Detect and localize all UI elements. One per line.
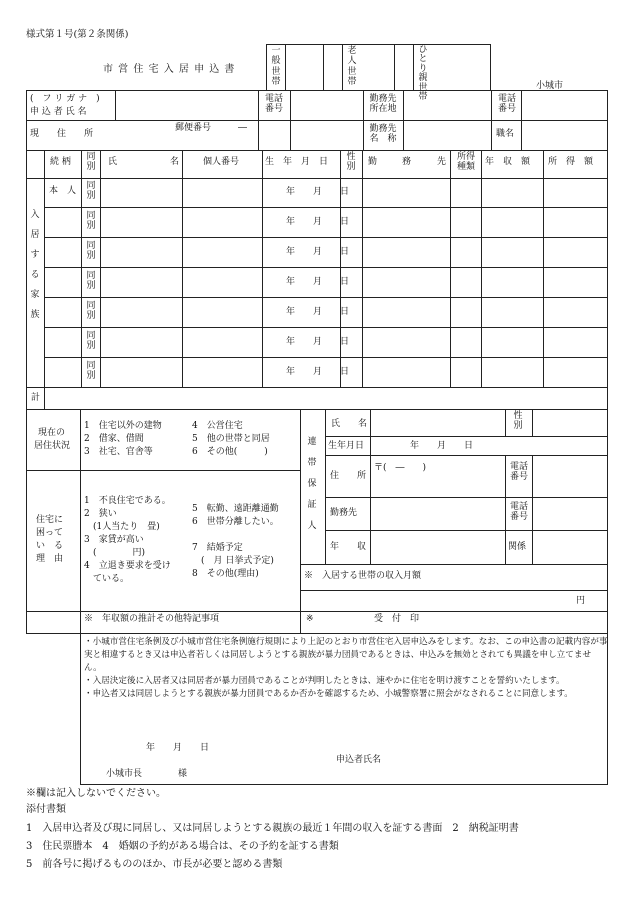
reason-item-4-cont: ている。	[84, 574, 130, 584]
household-general-label: 一般世帯	[271, 46, 281, 88]
col-name-l: 氏	[108, 157, 118, 167]
declaration-line-2: ・入居決定後に入居者又は同居者が暴力団員であることが判明したときは、速やかに住宅を明け渡すことを誓約いたします。	[84, 676, 565, 686]
reason-item-3-detail: ( 円)	[84, 548, 146, 558]
applicant-name-label: 申 込 者 氏 名	[30, 107, 87, 117]
row4-cohabit: 同別	[86, 271, 96, 292]
col-income: 所 得 額	[548, 157, 594, 167]
special-notes-label: ※ 年収額の推計その他特記事項	[84, 614, 220, 624]
footer-note: ※欄は記入しないでください。	[26, 788, 166, 799]
row1-date: 年 月 日	[286, 187, 350, 197]
guarantor-phone-label: 電話番号	[509, 462, 528, 483]
reason-item-5: 5 転勤、遠距離通勤	[192, 504, 279, 514]
guarantor-side-label: 連帯保証人	[307, 437, 317, 531]
col-relation: 続 柄	[50, 157, 71, 167]
applicant-phone-label: 電話番号	[264, 94, 283, 115]
postal-code-label: 郵便番号 ―	[175, 123, 248, 133]
col-cohabit: 同別	[86, 152, 96, 173]
row6-cohabit: 同別	[86, 331, 96, 352]
guarantor-postal: 〒( ― )	[374, 463, 427, 473]
applicant-phone2-label: 電話番号	[497, 94, 516, 115]
row2-cohabit: 同別	[86, 211, 96, 232]
reason-item-6: 6 世帯分離したい。	[192, 517, 279, 527]
household-income-label: ※ 入居する世帯の収入月額	[304, 571, 422, 581]
row2-date: 年 月 日	[286, 217, 350, 227]
col-income-type: 所得種類	[456, 152, 475, 173]
mayor-address: 小城市長 様	[106, 769, 188, 779]
col-work-r: 先	[437, 157, 447, 167]
family-side-label: 入居する家族	[30, 210, 40, 320]
row5-cohabit: 同別	[86, 301, 96, 322]
declaration-line-3: ・申込者又は同居しようとする親族が暴力団員であるか否かを確認するため、小城警察署に照会がなされることに同意します。	[84, 689, 573, 699]
attachment-line-3: 5 前各号に掲げるもののほか、市長が必要と認める書類	[26, 859, 283, 870]
row1-cohabit: 同別	[86, 181, 96, 202]
household-elderly-label: 老人世帯	[347, 46, 357, 88]
receipt-label: 受 付 印	[374, 614, 420, 624]
guarantor-birth-value: 年 月 日	[410, 441, 474, 451]
guarantor-address-label: 住 所	[330, 471, 367, 481]
situation-label-2: 居住状況	[34, 441, 71, 451]
col-work-l: 勤	[368, 157, 378, 167]
reason-item-7-detail: ( 月 日挙式予定)	[192, 556, 274, 566]
guarantor-name-label: 氏 名	[331, 419, 368, 429]
guarantor-workplace-label: 勤務先	[330, 508, 358, 518]
declaration-text	[84, 636, 608, 701]
row6-date: 年 月 日	[286, 337, 350, 347]
reason-item-8: 8 その他(理由)	[192, 569, 259, 579]
city-name: 小城市	[536, 81, 564, 91]
reason-item-7: 7 結婚予定	[192, 543, 243, 553]
col-sex: 性別	[346, 152, 356, 173]
furigana-label: ( フ リ ガ ナ )	[30, 94, 100, 104]
situation-item-2: 2 借家、借間	[84, 434, 144, 444]
situation-item-3: 3 社宅、官舎等	[84, 447, 153, 457]
situation-item-6: 6 その他( )	[192, 447, 268, 457]
row7-date: 年 月 日	[286, 367, 350, 377]
form-title: 市 営 住 宅 入 居 申 込 書	[103, 64, 236, 75]
row5-date: 年 月 日	[286, 307, 350, 317]
reason-label-1: 住宅に	[36, 515, 64, 525]
col-name-r: 名	[170, 157, 180, 167]
col-id: 個人番号	[203, 157, 240, 167]
situation-label-1: 現在の	[38, 428, 66, 438]
reason-label-2: 困って	[36, 528, 64, 538]
attachment-line-2: 3 住民票謄本 4 婚姻の予約がある場合は、その予約を証する書類	[26, 841, 339, 852]
application-date: 年 月 日	[146, 743, 210, 753]
situation-item-5: 5 他の世帯と同居	[192, 434, 270, 444]
row4-date: 年 月 日	[286, 277, 350, 287]
situation-item-4: 4 公営住宅	[192, 421, 243, 431]
guarantor-income-label: 年 収	[330, 542, 367, 552]
guarantor-birth-label: 生年月日	[328, 441, 365, 451]
address-label: 現 住 所	[30, 129, 94, 139]
situation-item-1: 1 住宅以外の建物	[84, 421, 162, 431]
guarantor-relation-label: 関係	[508, 542, 527, 552]
guarantor-sex-label: 性別	[513, 411, 523, 432]
guarantor-phone2-label: 電話番号	[509, 502, 528, 523]
row3-cohabit: 同別	[86, 241, 96, 262]
reason-label-3: い る	[36, 541, 64, 551]
col-work-m: 務	[402, 157, 412, 167]
self-relation: 本 人	[49, 186, 77, 196]
row7-cohabit: 同別	[86, 361, 96, 382]
col-annual-income: 年 収 額	[485, 157, 531, 167]
workplace-address-label: 勤務先所在地	[369, 94, 397, 115]
total-label: 計	[31, 393, 41, 403]
household-income-unit: 円	[576, 596, 586, 606]
occupation-label: 職名	[496, 129, 515, 139]
reason-item-3: 3 家賃が高い	[84, 535, 144, 545]
row3-date: 年 月 日	[286, 247, 350, 257]
reason-item-2: 2 狭い	[84, 509, 117, 519]
attachment-line-1: 1 入居申込者及び現に同居し、又は同居しようとする親族の最近１年間の収入を証する書面 2 納税証明書	[26, 823, 519, 834]
applicant-signature-label: 申込者氏名	[336, 755, 382, 765]
attachments-title: 添付書類	[26, 804, 66, 815]
col-birth: 生 年 月 日	[265, 157, 329, 167]
household-single-parent-label: ひとり親世帯	[418, 45, 428, 103]
reason-item-2-detail: (1人当たり 畳)	[84, 522, 160, 532]
declaration-line-1: ・小城市営住宅条例及び小城市営住宅条例施行規則により上記のとおり市営住宅入居申込みをします。なお、この申込書の記載内容が事実と相違するとき又は申込者若しくは同居しようとする親族が暴力団員であるときは、申込みを無効とされても異議を申し立てません。	[84, 637, 608, 673]
reason-label-4: 理 由	[36, 554, 64, 564]
workplace-name-label: 勤務先名 称	[369, 124, 397, 145]
reason-item-4: 4 立退き要求を受け	[84, 561, 171, 571]
form-number: 様式第１号(第２条関係)	[26, 29, 129, 40]
reason-item-1: 1 不良住宅である。	[84, 496, 171, 506]
receipt-mark: ※	[306, 614, 314, 624]
